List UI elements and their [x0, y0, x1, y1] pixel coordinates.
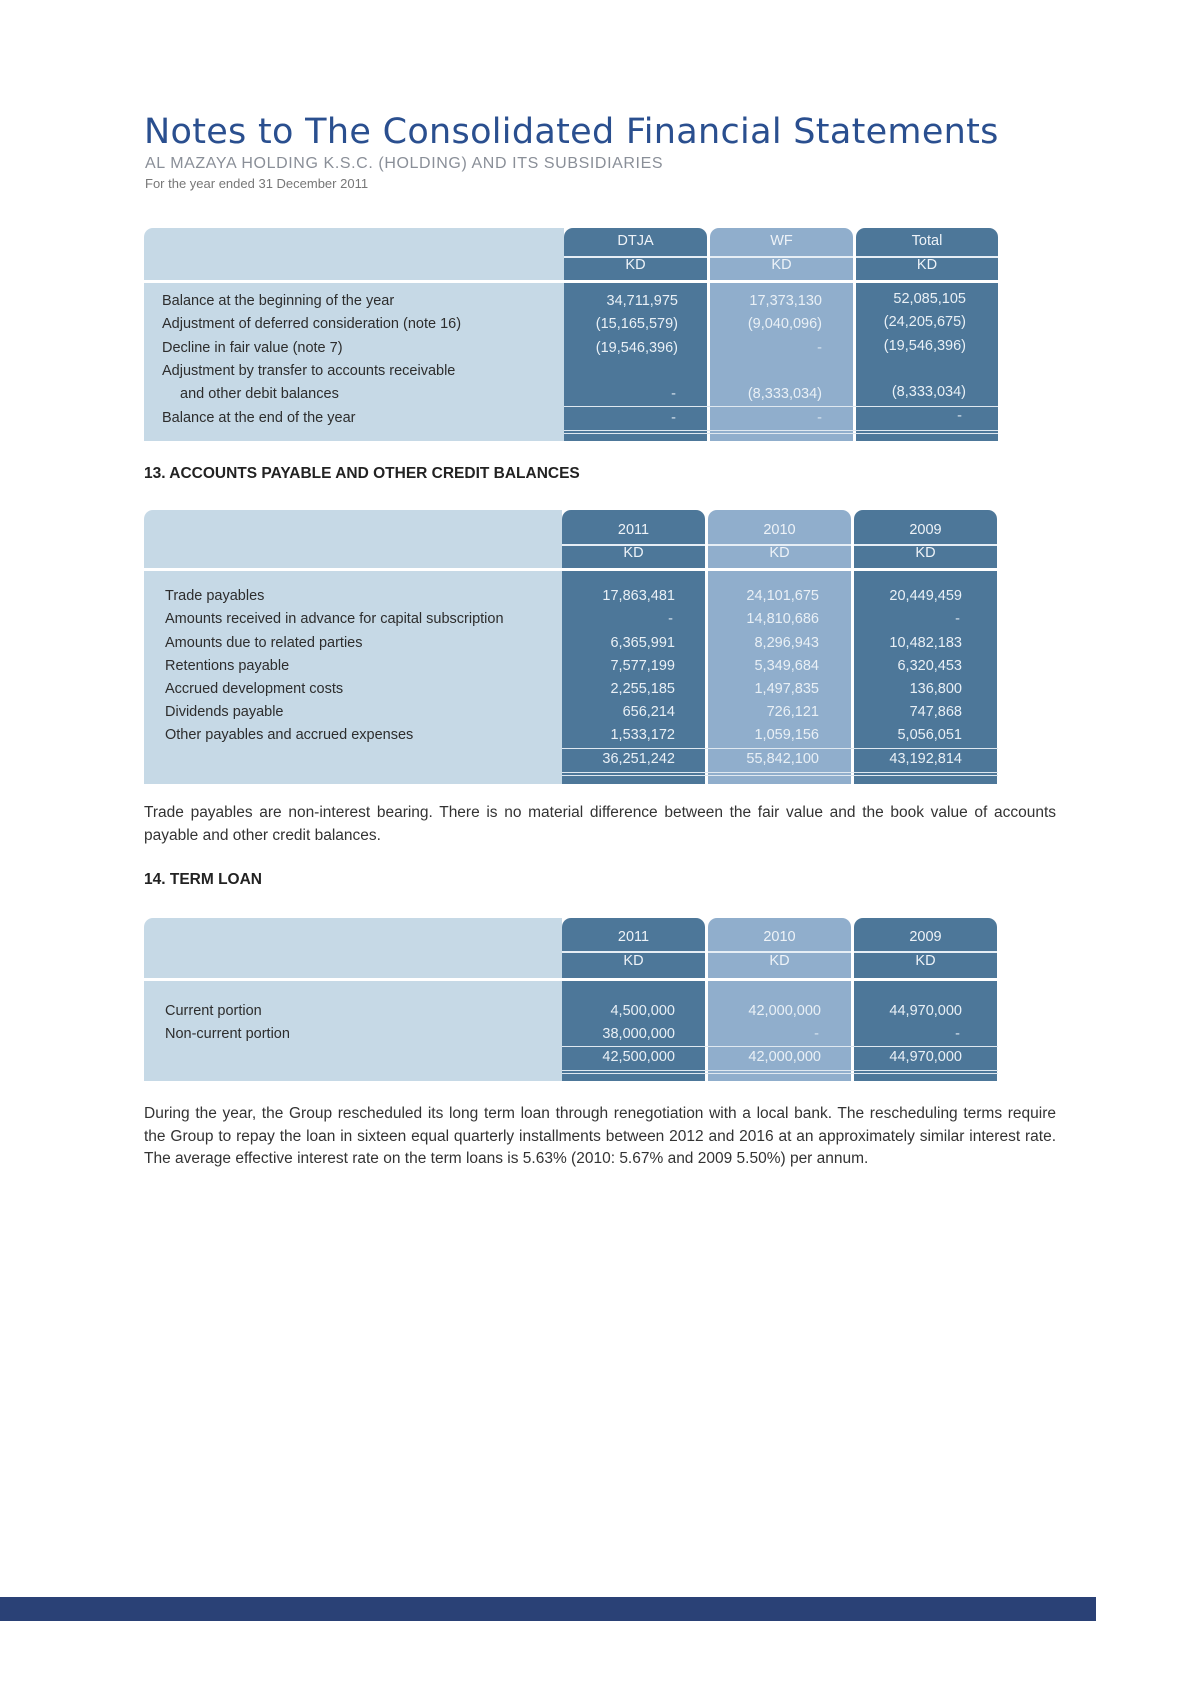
table-cell: 38,000,000	[602, 1026, 675, 1042]
table-cell: 2,255,185	[610, 681, 675, 697]
table-cell: 17,863,481	[602, 588, 675, 604]
table-cell: -	[671, 410, 676, 426]
table-cell: 6,365,991	[610, 635, 675, 651]
column-header-unit: KD	[916, 257, 938, 273]
accounts-payable-note: Trade payables are non-interest bearing. There is no material difference between the fair value and the book value of accounts payable and other credit balances.	[144, 804, 1056, 844]
investment-movement-table	[144, 228, 994, 441]
total-rule	[562, 1046, 998, 1047]
table-cell: 7,577,199	[610, 658, 675, 674]
total-cell: 42,000,000	[748, 1049, 821, 1065]
header-separator	[144, 568, 998, 571]
label-panel	[144, 918, 562, 1081]
period-label: For the year ended 31 December 2011	[145, 176, 369, 191]
row-label: Non-current portion	[165, 1026, 290, 1042]
table-cell: (24,205,675)	[883, 314, 966, 330]
row-label: Current portion	[165, 1003, 262, 1019]
total-double-rule	[564, 430, 998, 431]
row-label: Decline in fair value (note 7)	[162, 340, 343, 356]
column-header-name: 2011	[617, 522, 650, 538]
table-cell: -	[957, 408, 962, 424]
column-header-unit: KD	[769, 953, 790, 969]
table-cell: 5,056,051	[897, 727, 962, 743]
table-cell: 1,497,835	[754, 681, 819, 697]
term-loan-note: During the year, the Group rescheduled its long term loan through renegotiation with a local bank. The rescheduling terms require the Group to repay the loan in sixteen equal quarterly installments between 2012 and 2016 at an approximately similar interest rate. The average effective interest rate on the term loans is 5.63% (2010: 5.67% and 2009 5.50%) per annum.	[144, 1105, 1056, 1167]
row-label: Retentions payable	[165, 658, 290, 674]
table-cell: -	[817, 410, 822, 426]
header-separator	[144, 280, 998, 283]
table-cell: 20,449,459	[889, 588, 962, 604]
total-double-rule	[562, 1070, 998, 1071]
table-cell: 1,059,156	[754, 727, 819, 743]
table-cell: (19,546,396)	[883, 338, 966, 354]
accounts-payable-table	[144, 510, 994, 784]
table-cell: -	[817, 340, 822, 356]
total-cell: 44,970,000	[889, 1049, 962, 1065]
row-label: Trade payables	[165, 588, 265, 604]
table-cell: -	[671, 386, 676, 402]
footer-bar	[0, 1597, 1096, 1621]
table-cell: -	[955, 611, 960, 627]
column-header-unit: KD	[915, 545, 936, 561]
column-header-name: 2010	[763, 522, 796, 538]
table-cell: (15,165,579)	[595, 316, 678, 332]
table-cell: 34,711,975	[606, 293, 678, 309]
table-cell: 42,000,000	[748, 1003, 821, 1019]
column-dtja	[564, 228, 707, 441]
header-separator	[144, 978, 998, 981]
table-cell: (19,546,396)	[595, 340, 678, 356]
column-header-unit: KD	[771, 257, 792, 273]
column-header-unit: KD	[769, 545, 790, 561]
table-cell: 5,349,684	[754, 658, 819, 674]
total-cell: 42,500,000	[602, 1049, 675, 1065]
column-header-name: 2009	[909, 929, 942, 945]
total-rule	[562, 748, 998, 749]
total-double-rule	[562, 772, 998, 773]
total-double-rule	[562, 1073, 998, 1074]
table-cell: -	[668, 611, 673, 627]
table-cell: (8,333,034)	[891, 384, 966, 400]
column-header-name: WF	[770, 233, 793, 249]
table-cell: 1,533,172	[610, 727, 675, 743]
table-cell: -	[814, 1026, 819, 1042]
column-total	[856, 228, 998, 441]
table-cell: 10,482,183	[889, 635, 962, 651]
column-header-name: 2011	[617, 929, 650, 945]
table-cell: (9,040,096)	[747, 316, 822, 332]
row-label: Dividends payable	[165, 704, 284, 720]
row-label: Amounts due to related parties	[165, 635, 363, 651]
table-cell: 747,868	[909, 704, 962, 720]
row-label: and other debit balances	[180, 386, 339, 402]
total-double-rule	[562, 775, 998, 776]
total-rule	[564, 406, 998, 407]
row-label: Adjustment by transfer to accounts receivable	[162, 363, 456, 379]
table-cell: 136,800	[909, 681, 962, 697]
row-label: Balance at the beginning of the year	[162, 293, 395, 309]
column-wf	[710, 228, 853, 441]
table-cell: 52,085,105	[893, 291, 966, 307]
column-header-name: DTJA	[617, 233, 654, 249]
table-cell: 4,500,000	[610, 1003, 675, 1019]
column-header-unit: KD	[915, 953, 936, 969]
column-header-name: Total	[911, 233, 943, 249]
table-cell: 24,101,675	[746, 588, 819, 604]
company-subtitle: AL MAZAYA HOLDING K.S.C. (HOLDING) AND ITS SUBSIDIARIES	[145, 155, 664, 172]
table-cell: 17,373,130	[749, 293, 822, 309]
row-label: Other payables and accrued expenses	[165, 727, 414, 743]
table-cell: 8,296,943	[754, 635, 819, 651]
total-cell: 55,842,100	[746, 751, 819, 767]
row-label: Accrued development costs	[165, 681, 344, 697]
table-cell: 6,320,453	[897, 658, 962, 674]
total-cell: 36,251,242	[602, 751, 675, 767]
section-title-accounts-payable: 13. ACCOUNTS PAYABLE AND OTHER CREDIT BALANCES	[144, 465, 580, 482]
section-title-term-loan: 14. TERM LOAN	[144, 871, 262, 888]
table-cell: (8,333,034)	[747, 386, 822, 402]
table-cell: 44,970,000	[889, 1003, 962, 1019]
table-cell: 656,214	[622, 704, 675, 720]
row-label: Amounts received in advance for capital subscription	[165, 611, 504, 627]
column-header-unit: KD	[623, 545, 644, 561]
term-loan-table	[144, 918, 994, 1081]
row-label: Balance at the end of the year	[162, 410, 356, 426]
column-header-unit: KD	[623, 953, 644, 969]
table-cell: 14,810,686	[746, 611, 819, 627]
page-title: Notes to The Consolidated Financial Statements	[144, 112, 999, 152]
column-header-name: 2010	[763, 929, 796, 945]
total-cell: 43,192,814	[889, 751, 962, 767]
column-header-unit: KD	[625, 257, 646, 273]
total-double-rule	[564, 433, 998, 434]
column-header-name: 2009	[909, 522, 942, 538]
table-cell: -	[955, 1026, 960, 1042]
table-cell: 726,121	[766, 704, 819, 720]
row-label: Adjustment of deferred consideration (note 16)	[162, 316, 462, 332]
